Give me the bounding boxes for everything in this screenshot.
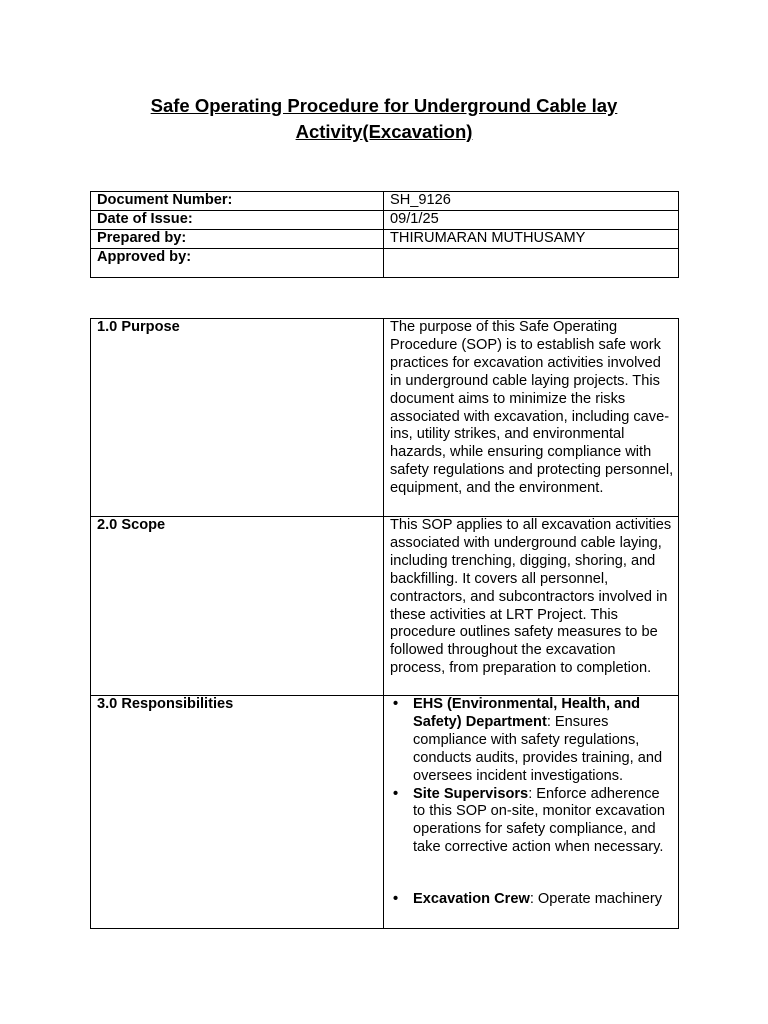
date-of-issue-label: Date of Issue: xyxy=(91,211,384,230)
table-row xyxy=(91,696,679,929)
table-row xyxy=(91,192,679,211)
list-item-term: EHS (Environmental, Health, and Safety) Department xyxy=(413,696,641,730)
table-row xyxy=(91,230,679,249)
prepared-by-value: THIRUMARAN MUTHUSAMY xyxy=(384,230,679,249)
list-item-term: Site Supervisors xyxy=(413,785,529,802)
list-item xyxy=(390,786,674,858)
document-title: Safe Operating Procedure for Underground Cable lay Activity(Excavation) xyxy=(150,95,618,142)
table-row xyxy=(91,517,679,696)
date-of-issue-value: 09/1/25 xyxy=(384,211,679,230)
scope-heading: 2.0 Scope xyxy=(91,517,384,696)
purpose-heading: 1.0 Purpose xyxy=(91,319,384,517)
purpose-text: The purpose of this Safe Operating Procedure (SOP) is to establish safe work practices for excavation activities involved in underground cable laying projects. This document aims to minimize the risks associated with excavation, including cave-ins, utility strikes, and environmental hazards, while ensuring compliance with safety regulations and protecting personnel, equipment, and the environment. xyxy=(384,319,679,517)
sop-sections-table xyxy=(90,318,679,929)
list-item-desc: : Ensures compliance with safety regulations, conducts audits, provides training, and oversees incident investigations. xyxy=(413,713,663,784)
list-spacer xyxy=(390,857,674,891)
document-number-label: Document Number: xyxy=(91,192,384,211)
table-row xyxy=(91,211,679,230)
list-item-term: Excavation Crew xyxy=(413,891,530,908)
list-item-desc: : Enforce adherence to this SOP on-site, monitor excavation operations for safety compliance, and take corrective action when necessary. xyxy=(413,785,665,856)
responsibilities-content xyxy=(384,696,679,929)
table-row xyxy=(91,249,679,278)
list-item xyxy=(390,696,674,786)
document-number-value: SH_9126 xyxy=(384,192,679,211)
list-item-desc: : Operate machinery xyxy=(529,891,663,908)
scope-text: This SOP applies to all excavation activities associated with underground cable laying, including trenching, digging, shoring, and backfilling. It covers all personnel, contractors, and subcontractors involved in these activities at LRT Project. This procedure outlines safety measures to be followed throughout the excavation process, from preparation to completion. xyxy=(384,517,679,696)
approved-by-label: Approved by: xyxy=(91,249,384,278)
prepared-by-label: Prepared by: xyxy=(91,230,384,249)
responsibilities-heading: 3.0 Responsibilities xyxy=(91,696,384,929)
document-info-table xyxy=(90,191,679,278)
table-row xyxy=(91,319,679,517)
approved-by-value xyxy=(384,249,679,278)
responsibilities-list xyxy=(390,696,674,909)
list-item xyxy=(390,891,674,909)
